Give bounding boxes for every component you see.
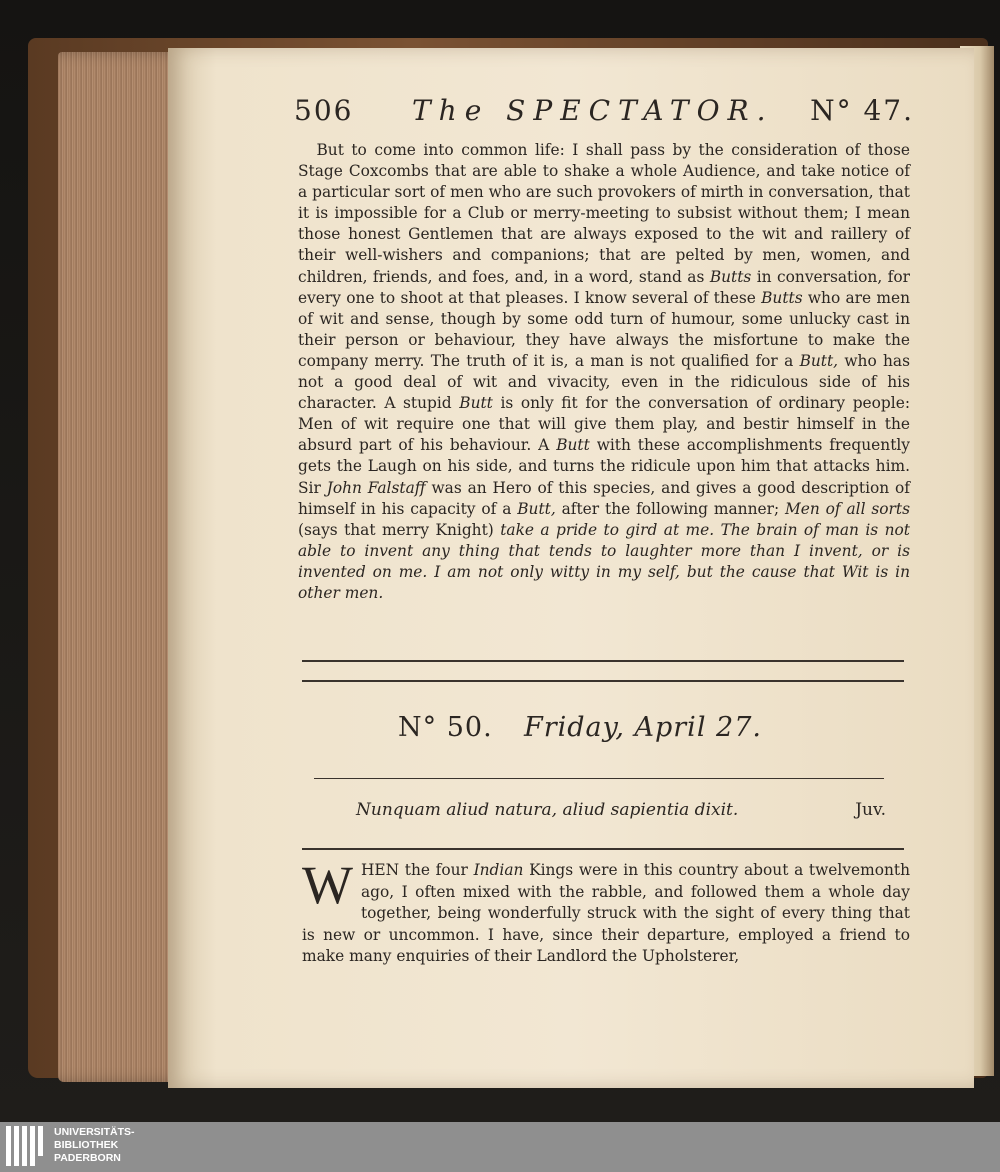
italic-run: Men of all sorts — [785, 499, 911, 518]
italic-run: Butt — [556, 436, 590, 455]
motto-rule-top — [314, 778, 884, 779]
text-run: in conversation, for every one to shoot at that pleases. I know several of these — [298, 267, 910, 307]
logo-line: PADERBORN — [54, 1152, 121, 1164]
issue-number-head: N° 47. — [810, 94, 914, 127]
italic-run: Butt, — [517, 499, 556, 518]
motto-text: Nunquam aliud natura, aliud sapientia dixit. — [356, 800, 739, 820]
italic-run: take a pride to gird at me. The brain of man is not able to invent any thing that tends to laughter more than I invent, or is invented on me. I am not only witty in my self, but the cause that Wit is in other men. — [298, 520, 910, 602]
library-logo-icon — [6, 1126, 48, 1166]
drop-cap: W — [302, 855, 353, 915]
section-rule-bottom — [302, 680, 904, 682]
logo-line: BIBLIOTHEK — [54, 1139, 119, 1151]
library-logo-text — [54, 1126, 135, 1165]
logo-line: UNIVERSITÄTS- — [54, 1126, 135, 1138]
text-run: is only fit for the conversation of ordinary people: Men of wit require one that will give them play, and bestir himself in the absurd part of his behaviour. A — [298, 394, 911, 455]
italic-run: Indian — [473, 861, 524, 879]
issue-date: Friday, April 27. — [524, 712, 762, 743]
text-run: But to come into common life: I shall pass by the consideration of those Stage Coxcombs that are able to shake a whole Audience, and take notice of a particular sort of men who are such provokers of mirth in conversation, that it is impossible for a Club or merry-meeting to subsist without them; I mean those honest Gentlemen that are always exposed to the wit and raillery of their well-wishers and companions; that are pelted by men, women, and children, friends, and foes, and, in a word, stand as — [298, 141, 910, 286]
text-run: was an Hero of this species, and gives a good description of himself in his capacity of a — [298, 478, 910, 518]
section-rule-top — [302, 660, 904, 662]
motto-rule-bottom — [302, 848, 904, 850]
article-opening — [302, 855, 910, 968]
text-run: Kings were in this country about a twelvemonth ago, I often mixed with the rabble, and followed them a whole day together, being wonderfully struck with the sight of every thing that is new or uncommon. I have, since their departure, employed a friend to make many enquiries of their Landlord the Upholsterer, — [302, 861, 910, 965]
text-run: who are men of wit and sense, though by some odd turn of humour, some unlucky cast in their person or behaviour, they have always the misfortune to make the company merry. The truth of it is, a man is not qualified for a — [298, 288, 910, 370]
italic-run: Butt, — [799, 351, 839, 370]
text-run: HEN the four — [360, 861, 474, 879]
italic-run: Butts — [709, 267, 752, 286]
motto — [356, 800, 886, 820]
running-head — [294, 94, 914, 134]
text-run: with these accomplishments frequently gets the Laugh on his side, and turns the ridicule upon him that attacks him. Sir — [298, 436, 911, 497]
motto-source: Juv. — [855, 800, 886, 820]
italic-run: Butt — [459, 394, 493, 413]
text-run: after the following manner; — [555, 499, 786, 518]
essay-paragraph — [298, 140, 910, 604]
running-title: The SPECTATOR. — [412, 94, 774, 127]
text-run: who has not a good deal of wit and vivacity, even in the ridiculous side of his character. A stupid — [298, 351, 911, 413]
italic-run: Butts — [761, 288, 803, 307]
continued-essay — [298, 140, 910, 604]
issue-number: N° 50. — [398, 712, 493, 743]
text-run: (says that merry Knight) — [298, 520, 501, 539]
page-number: 506 — [294, 94, 354, 127]
book-page — [168, 48, 974, 1088]
italic-run: John Falstaff — [326, 478, 426, 497]
library-footer — [0, 1122, 1000, 1172]
